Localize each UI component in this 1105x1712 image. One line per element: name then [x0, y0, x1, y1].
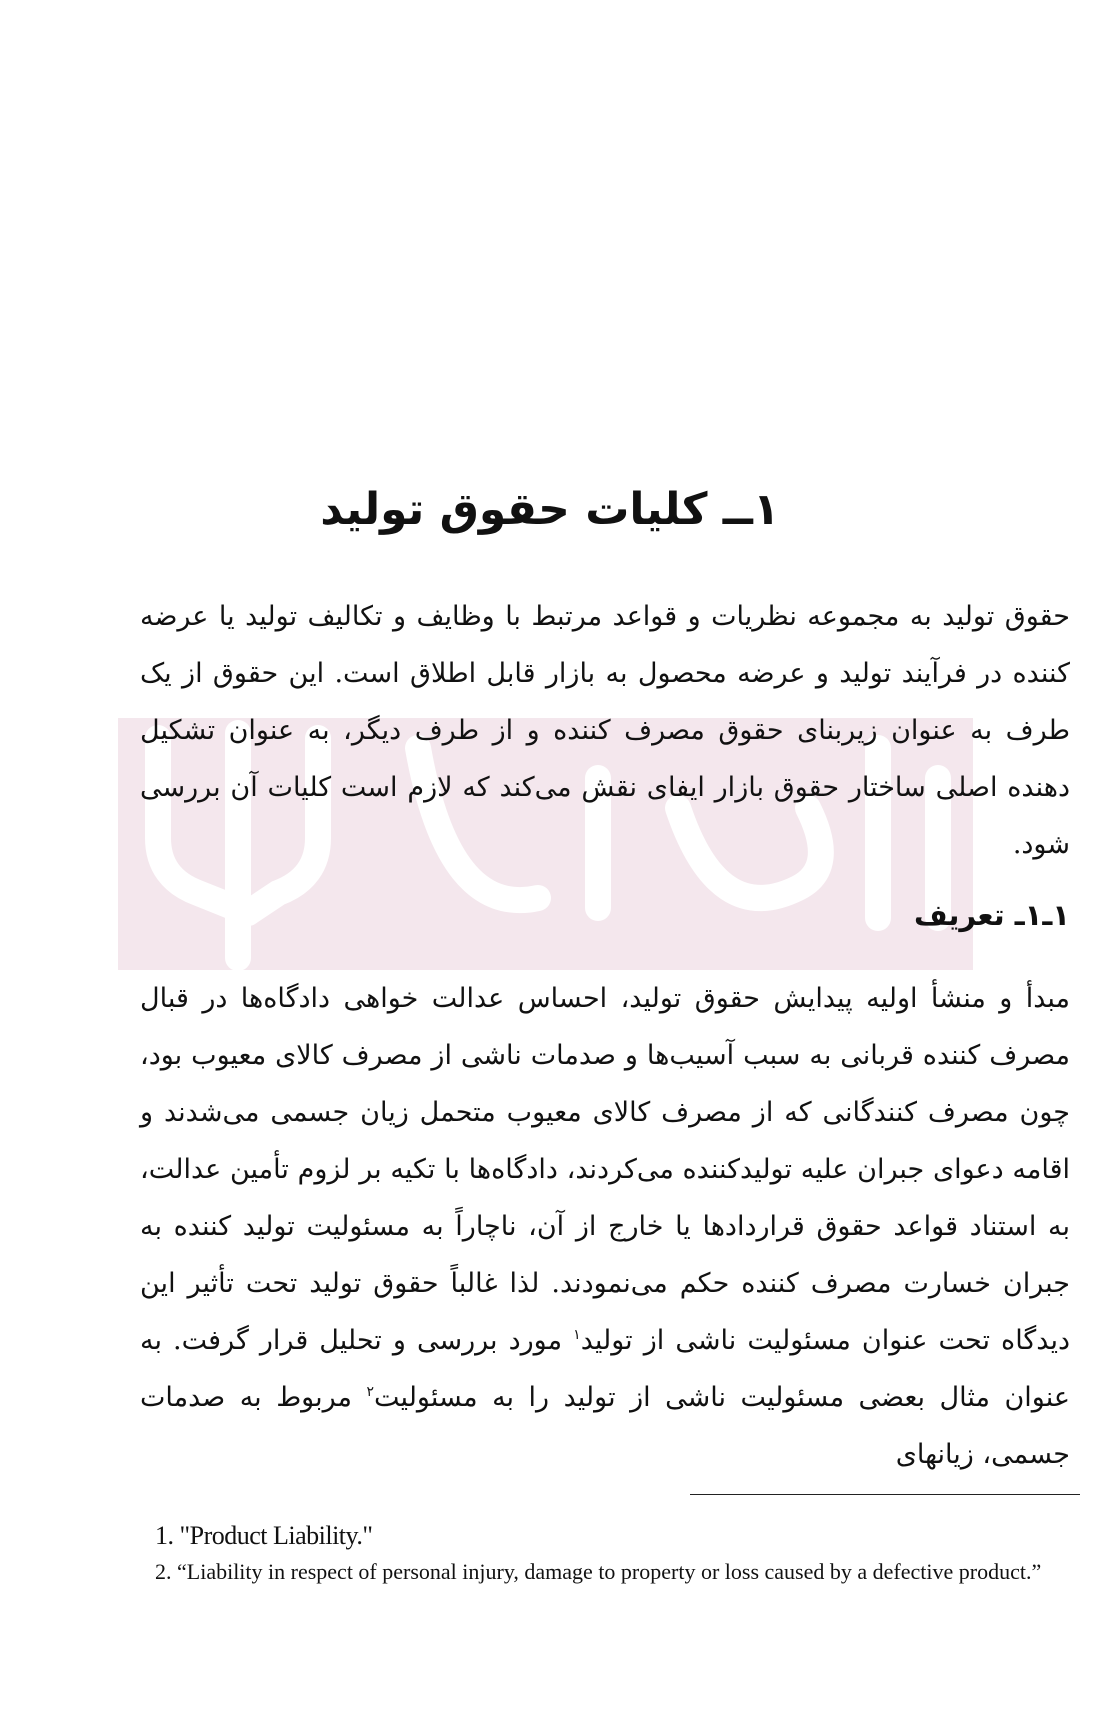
intro-paragraph: حقوق تولید به مجموعه نظریات و قواعد مرتبط با وظایف و تکالیف تولید یا عرضه کننده در فرآیند تولید و عرضه محصول به بازار قابل اطلاق است. این حقوق از یک طرف به عنوان زیربنای حقوق مصرف کننده و از طرف دیگر، به عنوان تشکیل دهنده اصلی ساختار حقوق بازار ایفای نقش می‌کند که لازم است کلیات آن بررسی شود.	[140, 601, 1070, 860]
footnote-2: 2. “Liability in respect of personal injury, damage to property or loss caused by a defective product.”	[155, 1559, 1042, 1584]
chapter-title: ۱ــ کلیات حقوق تولید	[320, 484, 780, 535]
definition-paragraph	[140, 970, 1070, 1483]
section-heading: ۱ـ۱ـ تعریف	[913, 898, 1070, 932]
footnote-ref-1[interactable]: ۱	[573, 1327, 581, 1343]
footnote-divider	[690, 1494, 1080, 1495]
footnotes	[155, 1520, 1095, 1588]
definition-text-part1: مبدأ و منشأ اولیه پیدایش حقوق تولید، احساس عدالت خواهی دادگاه‌ها در قبال مصرف کننده قربانی به سبب آسیب‌ها و صدمات ناشی از مصرف کالای معیوب بود، چون مصرف کنندگانی که از مصرف کالای معیوب متحمل زیان جسمی می‌شدند و اقامه دعوای جبران علیه تولیدکننده می‌کردند، دادگاه‌ها با تکیه بر لزوم تأمین عدالت، به استناد قواعد حقوق قراردادها یا خارج از آن، ناچاراً به مسئولیت تولید کننده به جبران خسارت مصرف کننده حکم می‌نمودند. لذا غالباً حقوق تولید تحت تأثیر این دیدگاه تحت عنوان مسئولیت ناشی از تولید	[140, 983, 1070, 1356]
definition-text-part2: مورد بررسی و تحلیل قرار گرفت. به عنوان مثال بعضی مسئولیت ناشی از تولید را به مسئولیت	[140, 1325, 1070, 1413]
definition-text-part3: مربوط به صدمات جسمی، زیانهای	[140, 1382, 1070, 1470]
footnote-ref-2[interactable]: ۲	[366, 1384, 375, 1400]
footnote-1: 1. "Product Liability."	[155, 1521, 373, 1550]
